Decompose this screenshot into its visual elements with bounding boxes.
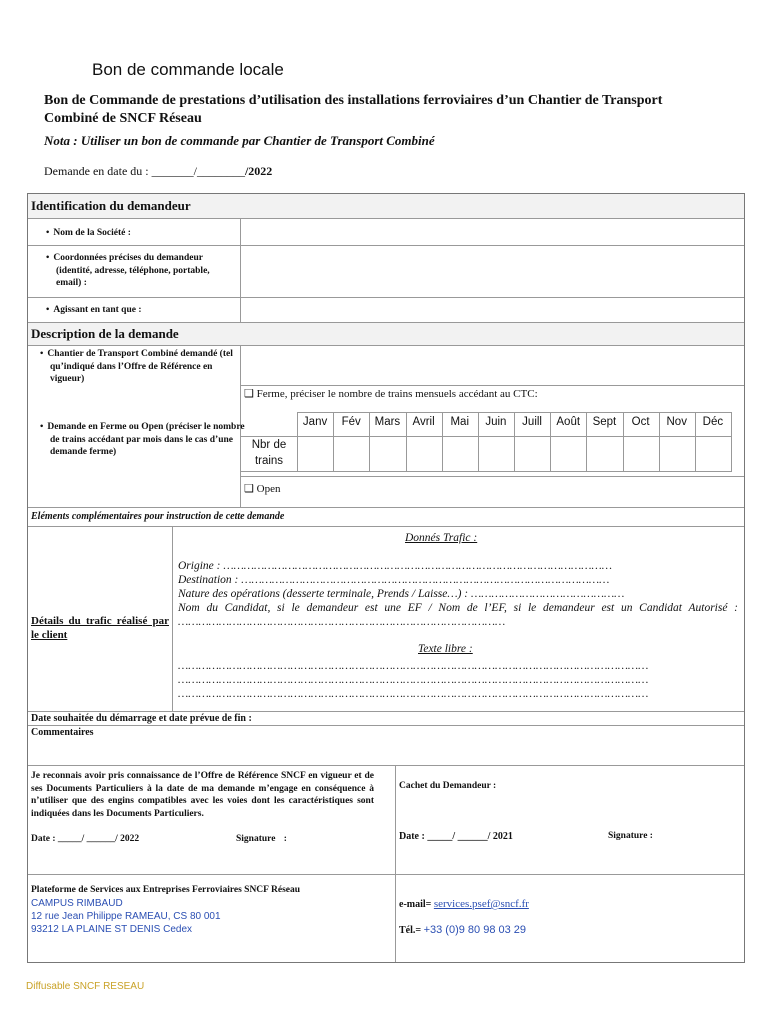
origine-line[interactable]: Origine : …………………………………………………………………………………………………… (178, 560, 612, 572)
month-trains-cell[interactable] (624, 437, 658, 470)
texte-libre-title: Texte libre : (418, 643, 473, 655)
cachet-date[interactable]: Date : _____/ ______/ 2021 (399, 831, 513, 842)
field-agissant (46, 304, 141, 317)
option-ferme[interactable] (244, 387, 538, 400)
plateforme-address-2: 93212 LA PLAINE ST DENIS Cedex (31, 924, 193, 935)
month-header: Déc (702, 416, 724, 428)
commentaires-label: Commentaires (31, 727, 94, 738)
open-label: Open (256, 483, 281, 495)
input-nom-societe[interactable] (242, 219, 743, 244)
month-header: Janv (302, 416, 328, 428)
description-heading: Description de la demande (28, 323, 744, 345)
month-header: Mars (374, 416, 401, 428)
plateforme-address-1: 12 rue Jean Philippe RAMEAU, CS 80 001 (31, 911, 221, 922)
nature-operations-line[interactable]: Nature des opérations (desserte terminale, Prends / Laisse…) : ……………………………………… (178, 588, 625, 600)
page-title: Bon de commande locale (92, 60, 284, 79)
month-trains-cell[interactable] (515, 437, 549, 470)
month-header: Août (556, 416, 581, 428)
month-trains-cell[interactable] (551, 437, 585, 470)
cachet-signature[interactable]: Signature : (608, 831, 653, 841)
texte-libre-line-1[interactable]: ………………………………………………………………………………………………………………………… (178, 660, 649, 672)
nbr-trains-label (242, 437, 296, 469)
field-chantier-label: Chantier de Transport Combiné demandé (tel qu’indiqué dans l’Offre de Référence en vigueur) (47, 349, 233, 384)
date-souhaitee-label: Date souhaitée du démarrage et date prévue de fin : (31, 713, 252, 724)
month-trains-cell[interactable] (479, 437, 513, 470)
plateforme-campus: CAMPUS RIMBAUD (31, 898, 123, 909)
destination-line[interactable]: Destination : ……………………………………………………………………………………………… (178, 574, 610, 586)
tel-number[interactable]: +33 (0)9 80 98 03 29 (423, 924, 527, 936)
month-trains-cell[interactable] (587, 437, 621, 470)
month-header: Avril (412, 416, 435, 428)
email-label: e-mail= (399, 899, 432, 910)
engagement-signature[interactable]: Signature : (236, 834, 287, 844)
field-nom-societe (46, 227, 131, 240)
month-trains-cell[interactable] (370, 437, 404, 470)
field-agissant-label: Agissant en tant que : (53, 305, 142, 315)
month-header: Nov (666, 416, 687, 428)
details-trafic-label: Détails du trafic réalisé par le client (31, 615, 169, 641)
input-agissant[interactable] (242, 298, 743, 321)
plateforme-name: Plateforme de Services aux Entreprises Ferroviaires SNCF Réseau (31, 885, 301, 895)
month-header: Sept (592, 416, 617, 428)
contact-email (399, 898, 529, 910)
demande-date-year: /2022 (244, 164, 273, 178)
texte-libre-line-2[interactable]: ………………………………………………………………………………………………………………………… (178, 674, 649, 686)
month-header: Fév (341, 416, 361, 428)
nbr-trains-line-1: Nbr de (251, 439, 287, 451)
field-chantier (40, 348, 240, 386)
donnees-trafic-title: Donnés Trafic : (405, 532, 478, 544)
texte-libre-line-3[interactable]: ………………………………………………………………………………………………………………………… (178, 688, 649, 700)
input-coordonnees[interactable] (242, 246, 743, 296)
field-ferme-open-label: Demande en Ferme ou Open (préciser le nombre de trains accédant par mois dans le cas d’une demande ferme) (47, 422, 245, 457)
cachet-label: Cachet du Demandeur : (399, 781, 497, 791)
email-link[interactable]: services.psef@sncf.fr (433, 898, 529, 910)
nbr-trains-line-2: trains (254, 455, 284, 467)
identification-heading: Identification du demandeur (28, 194, 744, 218)
option-open[interactable] (244, 482, 280, 495)
month-trains-cell[interactable] (660, 437, 694, 470)
ferme-label: Ferme, préciser le nombre de trains mensuels accédant au CTC: (256, 388, 538, 400)
contact-tel (399, 924, 526, 936)
field-nom-societe-label: Nom de la Société : (53, 228, 131, 238)
month-header: Juill (522, 416, 542, 428)
tel-label: Tél.= (399, 925, 422, 936)
field-coordonnees-label: Coordonnées précises du demandeur (identité, adresse, téléphone, portable, email) : (53, 253, 210, 288)
field-coordonnees (46, 252, 226, 290)
candidat-line[interactable]: Nom du Candidat, si le demandeur est une EF / Nom de l’EF, si le demandeur est un Candidat Autorisé : …………………………………………………………………………………… (178, 602, 738, 628)
input-chantier[interactable] (242, 346, 743, 384)
month-header: Oct (631, 416, 650, 428)
engagement-text: Je reconnais avoir pris connaissance de l’Offre de Référence SNCF en vigueur et de ses Documents Particuliers à la date de ma demande m’engage en conséquence à n’utiliser que des engins compatibles avec les voies dont les caractéristiques sont indiquées dans les Documents Particuliers. (31, 771, 374, 819)
month-header: Mai (450, 416, 469, 428)
month-trains-cell[interactable] (696, 437, 730, 470)
month-trains-cell[interactable] (298, 437, 332, 470)
commentaires-input[interactable] (29, 740, 743, 764)
ferme-checkbox[interactable]: ❑ (244, 388, 254, 400)
month-trains-cell[interactable] (443, 437, 477, 470)
nota-text: Nota : Utiliser un bon de commande par Chantier de Transport Combiné (44, 133, 435, 148)
engagement-date[interactable]: Date : _____/ ______/ 2022 (31, 834, 140, 844)
open-checkbox[interactable]: ❑ (244, 483, 254, 495)
demande-date-label: Demande en date du : _______/________ (44, 164, 245, 178)
month-trains-cell[interactable] (407, 437, 441, 470)
field-ferme-open (40, 421, 245, 459)
month-trains-cell[interactable] (334, 437, 368, 470)
elements-heading: Eléments complémentaires pour instruction de cette demande (31, 511, 285, 522)
month-header: Juin (485, 416, 507, 428)
document-title: Bon de Commande de prestations d’utilisation des installations ferroviaires d’un Chantier de Transport Combiné de SNCF Réseau (44, 93, 663, 126)
footer-label: Diffusable SNCF RESEAU (26, 981, 145, 992)
demande-date (44, 164, 272, 179)
